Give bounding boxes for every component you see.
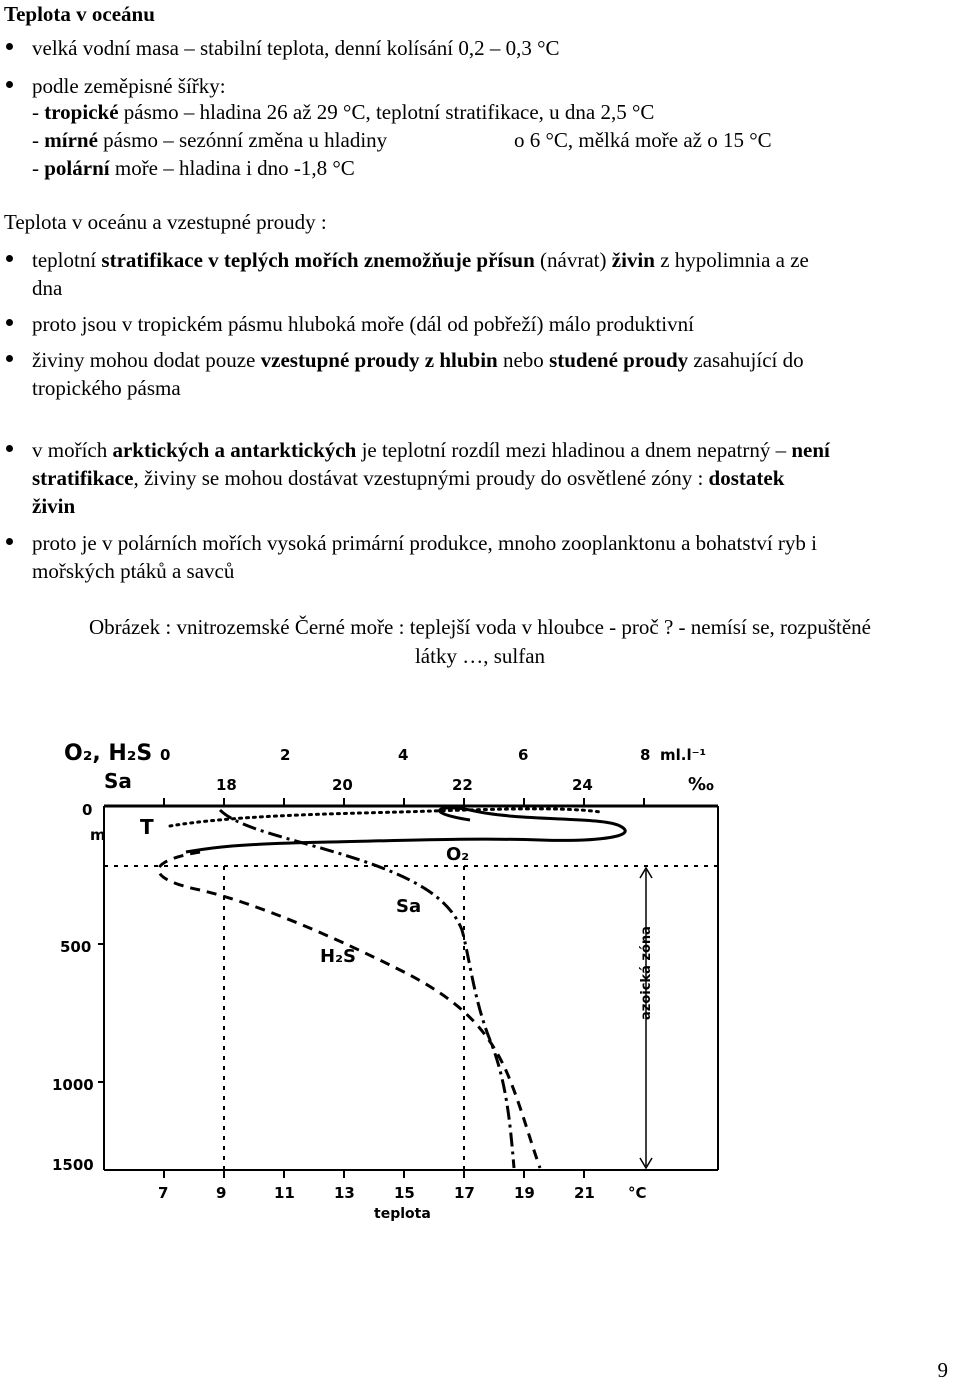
depth-tick: 1500 — [52, 1156, 94, 1174]
section-heading: Teplota v oceánu a vzestupné proudy : — [4, 210, 327, 234]
curve-label-o2: O₂ — [446, 844, 470, 865]
depth-tick: 0 — [82, 801, 93, 819]
sa-tick: 22 — [452, 776, 473, 794]
temp-tick: 9 — [216, 1184, 227, 1202]
page-title: Teplota v oceánu — [4, 2, 155, 26]
o2-curve — [186, 808, 625, 852]
text-line: tropického pásma — [32, 376, 181, 400]
curve-label-t: T — [140, 815, 154, 839]
top-axis-label: Sa — [104, 769, 132, 793]
text-line: podle zeměpisné šířky: — [32, 74, 226, 98]
sa-tick: 18 — [216, 776, 237, 794]
depth-tick: 500 — [60, 938, 92, 956]
text-line: - tropické pásmo – hladina 26 až 29 °C, teplotní stratifikace, u dna 2,5 °C — [32, 100, 655, 124]
text-line: živin — [32, 494, 76, 518]
o2-tick: 2 — [280, 746, 291, 764]
text-line: o 6 °C, mělká moře až o 15 °C — [514, 128, 772, 152]
sa-tick: 24 — [572, 776, 593, 794]
text-line: živiny mohou dodat pouze vzestupné proudy z hlubin nebo studené proudy zasahující do — [32, 348, 804, 372]
text-line: mořských ptáků a savců — [32, 559, 235, 583]
o2-tick: 6 — [518, 746, 529, 764]
curve-label-sa: Sa — [396, 896, 422, 917]
curve-label-h2s: H₂S — [320, 946, 356, 967]
depth-tick: 1000 — [52, 1076, 94, 1094]
top-axis-label: O₂, H₂S — [64, 741, 153, 766]
text-line: v mořích arktických a antarktických je teplotní rozdíl mezi hladinou a dnem nepatrný – není — [32, 438, 830, 462]
o2-tick: 4 — [398, 746, 409, 764]
temp-tick: °C — [628, 1184, 647, 1202]
temp-tick: 15 — [394, 1184, 415, 1202]
zone-label: azoická zóna — [639, 926, 654, 1020]
sa-unit: ‰ — [688, 774, 714, 795]
h2s-curve — [159, 852, 540, 1168]
o2-tick: 0 — [160, 746, 171, 764]
text-line: - mírné pásmo – sezónní změna u hladiny — [32, 128, 388, 152]
text-line: dna — [32, 276, 63, 300]
figure-caption: látky …, sulfan — [414, 644, 546, 668]
o2-unit: ml.l⁻¹ — [660, 746, 707, 764]
temp-tick: 19 — [514, 1184, 535, 1202]
temp-tick: 21 — [574, 1184, 595, 1202]
temp-axis-label: teplota — [374, 1206, 431, 1222]
depth-tick: m — [90, 826, 106, 844]
text-line: - polární moře – hladina i dno -1,8 °C — [32, 156, 355, 180]
sa-tick: 20 — [332, 776, 353, 794]
text-line: stratifikace, živiny se mohou dostávat vzestupnými proudy do osvětlené zóny : dostatek — [32, 466, 785, 490]
text-line: velká vodní masa – stabilní teplota, denní kolísání 0,2 – 0,3 °C — [32, 36, 560, 60]
figure-caption: Obrázek : vnitrozemské Černé moře : teplejší voda v hloubce - proč ? - nemísí se, rozpuštěné — [89, 615, 871, 639]
temp-tick: 7 — [158, 1184, 169, 1202]
sa-curve — [220, 810, 514, 1168]
o2-tick: 8 — [640, 746, 651, 764]
temp-tick: 13 — [334, 1184, 355, 1202]
page-number: 9 — [937, 1358, 948, 1382]
temp-tick: 17 — [454, 1184, 475, 1202]
text-line: proto jsou v tropickém pásmu hluboká moře (dál od pobřeží) málo produktivní — [32, 312, 694, 336]
text-line: proto je v polárních mořích vysoká primární produkce, mnoho zooplanktonu a bohatství ryb i — [32, 531, 817, 555]
text-line: teplotní stratifikace v teplých mořích znemožňuje přísun (návrat) živin z hypolimnia a ze — [32, 248, 809, 272]
temp-tick: 11 — [274, 1184, 295, 1202]
